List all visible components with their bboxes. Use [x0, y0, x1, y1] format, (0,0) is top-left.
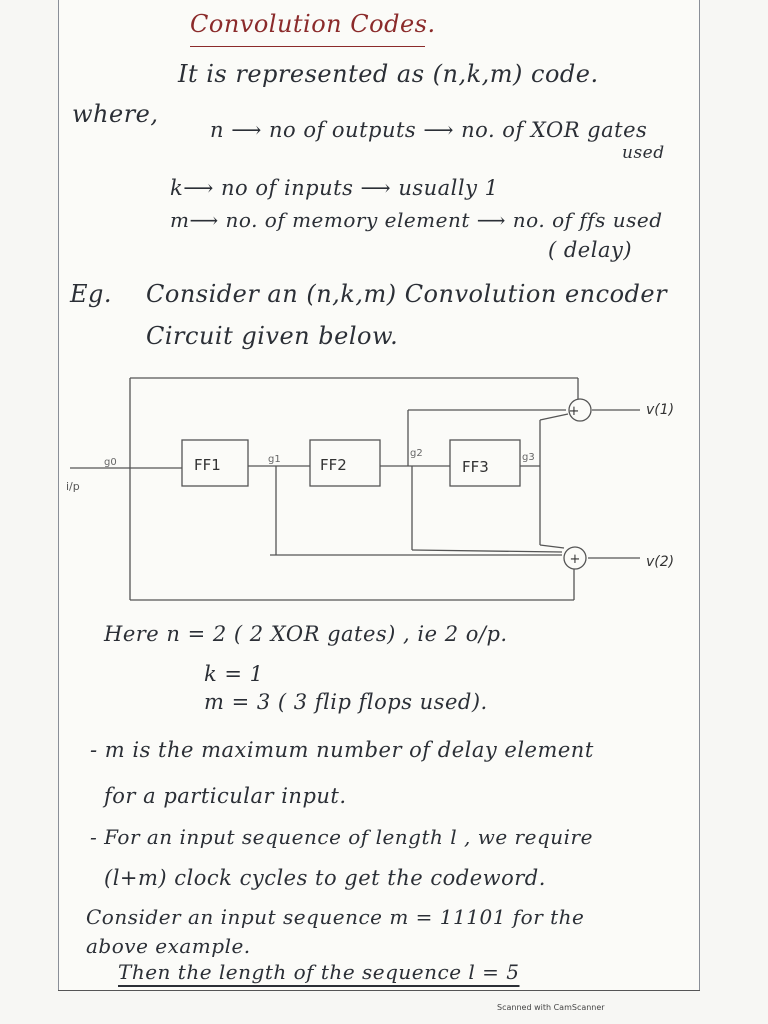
m-definition-tail: ( delay) [548, 238, 633, 262]
bullet-2-line-2: (l+m) clock cycles to get the codeword. [104, 866, 546, 890]
k-definition: k⟶ no of inputs ⟶ usually 1 [170, 176, 499, 200]
input-label: i/p [66, 480, 80, 493]
v1-output-label: v(1) [646, 402, 675, 418]
v2-output-label: v(2) [646, 554, 675, 570]
xor2-symbol: + [569, 552, 581, 567]
example-label: Eg. [70, 280, 113, 308]
example-text: Consider an (n,k,m) Convolution encoder [146, 280, 668, 308]
bullet-1-line-2: for a particular input. [104, 784, 347, 808]
here-m-line: m = 3 ( 3 flip flops used). [204, 690, 488, 714]
n-definition: n ⟶ no of outputs ⟶ no. of XOR gates [210, 118, 648, 142]
n-definition-tail: used [622, 143, 665, 163]
ff3-label: FF3 [462, 458, 489, 476]
consider-line-2: above example. [86, 934, 251, 958]
m-definition: m⟶ no. of memory element ⟶ no. of ffs used [170, 208, 663, 232]
g0-label: g0 [104, 457, 117, 468]
g2-label: g2 [410, 448, 423, 459]
g3-to-xor1 [540, 414, 568, 420]
where-label: where, [72, 100, 159, 128]
here-n-line: Here n = 2 ( 2 XOR gates) , ie 2 o/p. [104, 622, 508, 646]
xor1-symbol: + [568, 404, 580, 419]
sequence-length-line: Then the length of the sequence l = 5 [118, 960, 520, 984]
g3-to-xor2 [540, 545, 564, 548]
consider-line-1: Consider an input sequence m = 11101 for the [86, 905, 585, 929]
example-text-2: Circuit given below. [146, 322, 399, 350]
g1-label: g1 [268, 454, 281, 465]
bullet-2-line-1: - For an input sequence of length l , we require [90, 825, 593, 849]
here-k-line: k = 1 [204, 662, 264, 686]
page-title: Convolution Codes. [190, 10, 436, 38]
scanner-watermark: Scanned with CamScanner [497, 1003, 605, 1012]
g2-to-xor2 [412, 550, 562, 552]
g3-label: g3 [522, 452, 535, 463]
bullet-1-line-1: - m is the maximum number of delay element [90, 738, 594, 762]
ff1-label: FF1 [194, 456, 221, 474]
ff2-label: FF2 [320, 456, 347, 474]
definition-intro: It is represented as (n,k,m) code. [178, 60, 599, 88]
